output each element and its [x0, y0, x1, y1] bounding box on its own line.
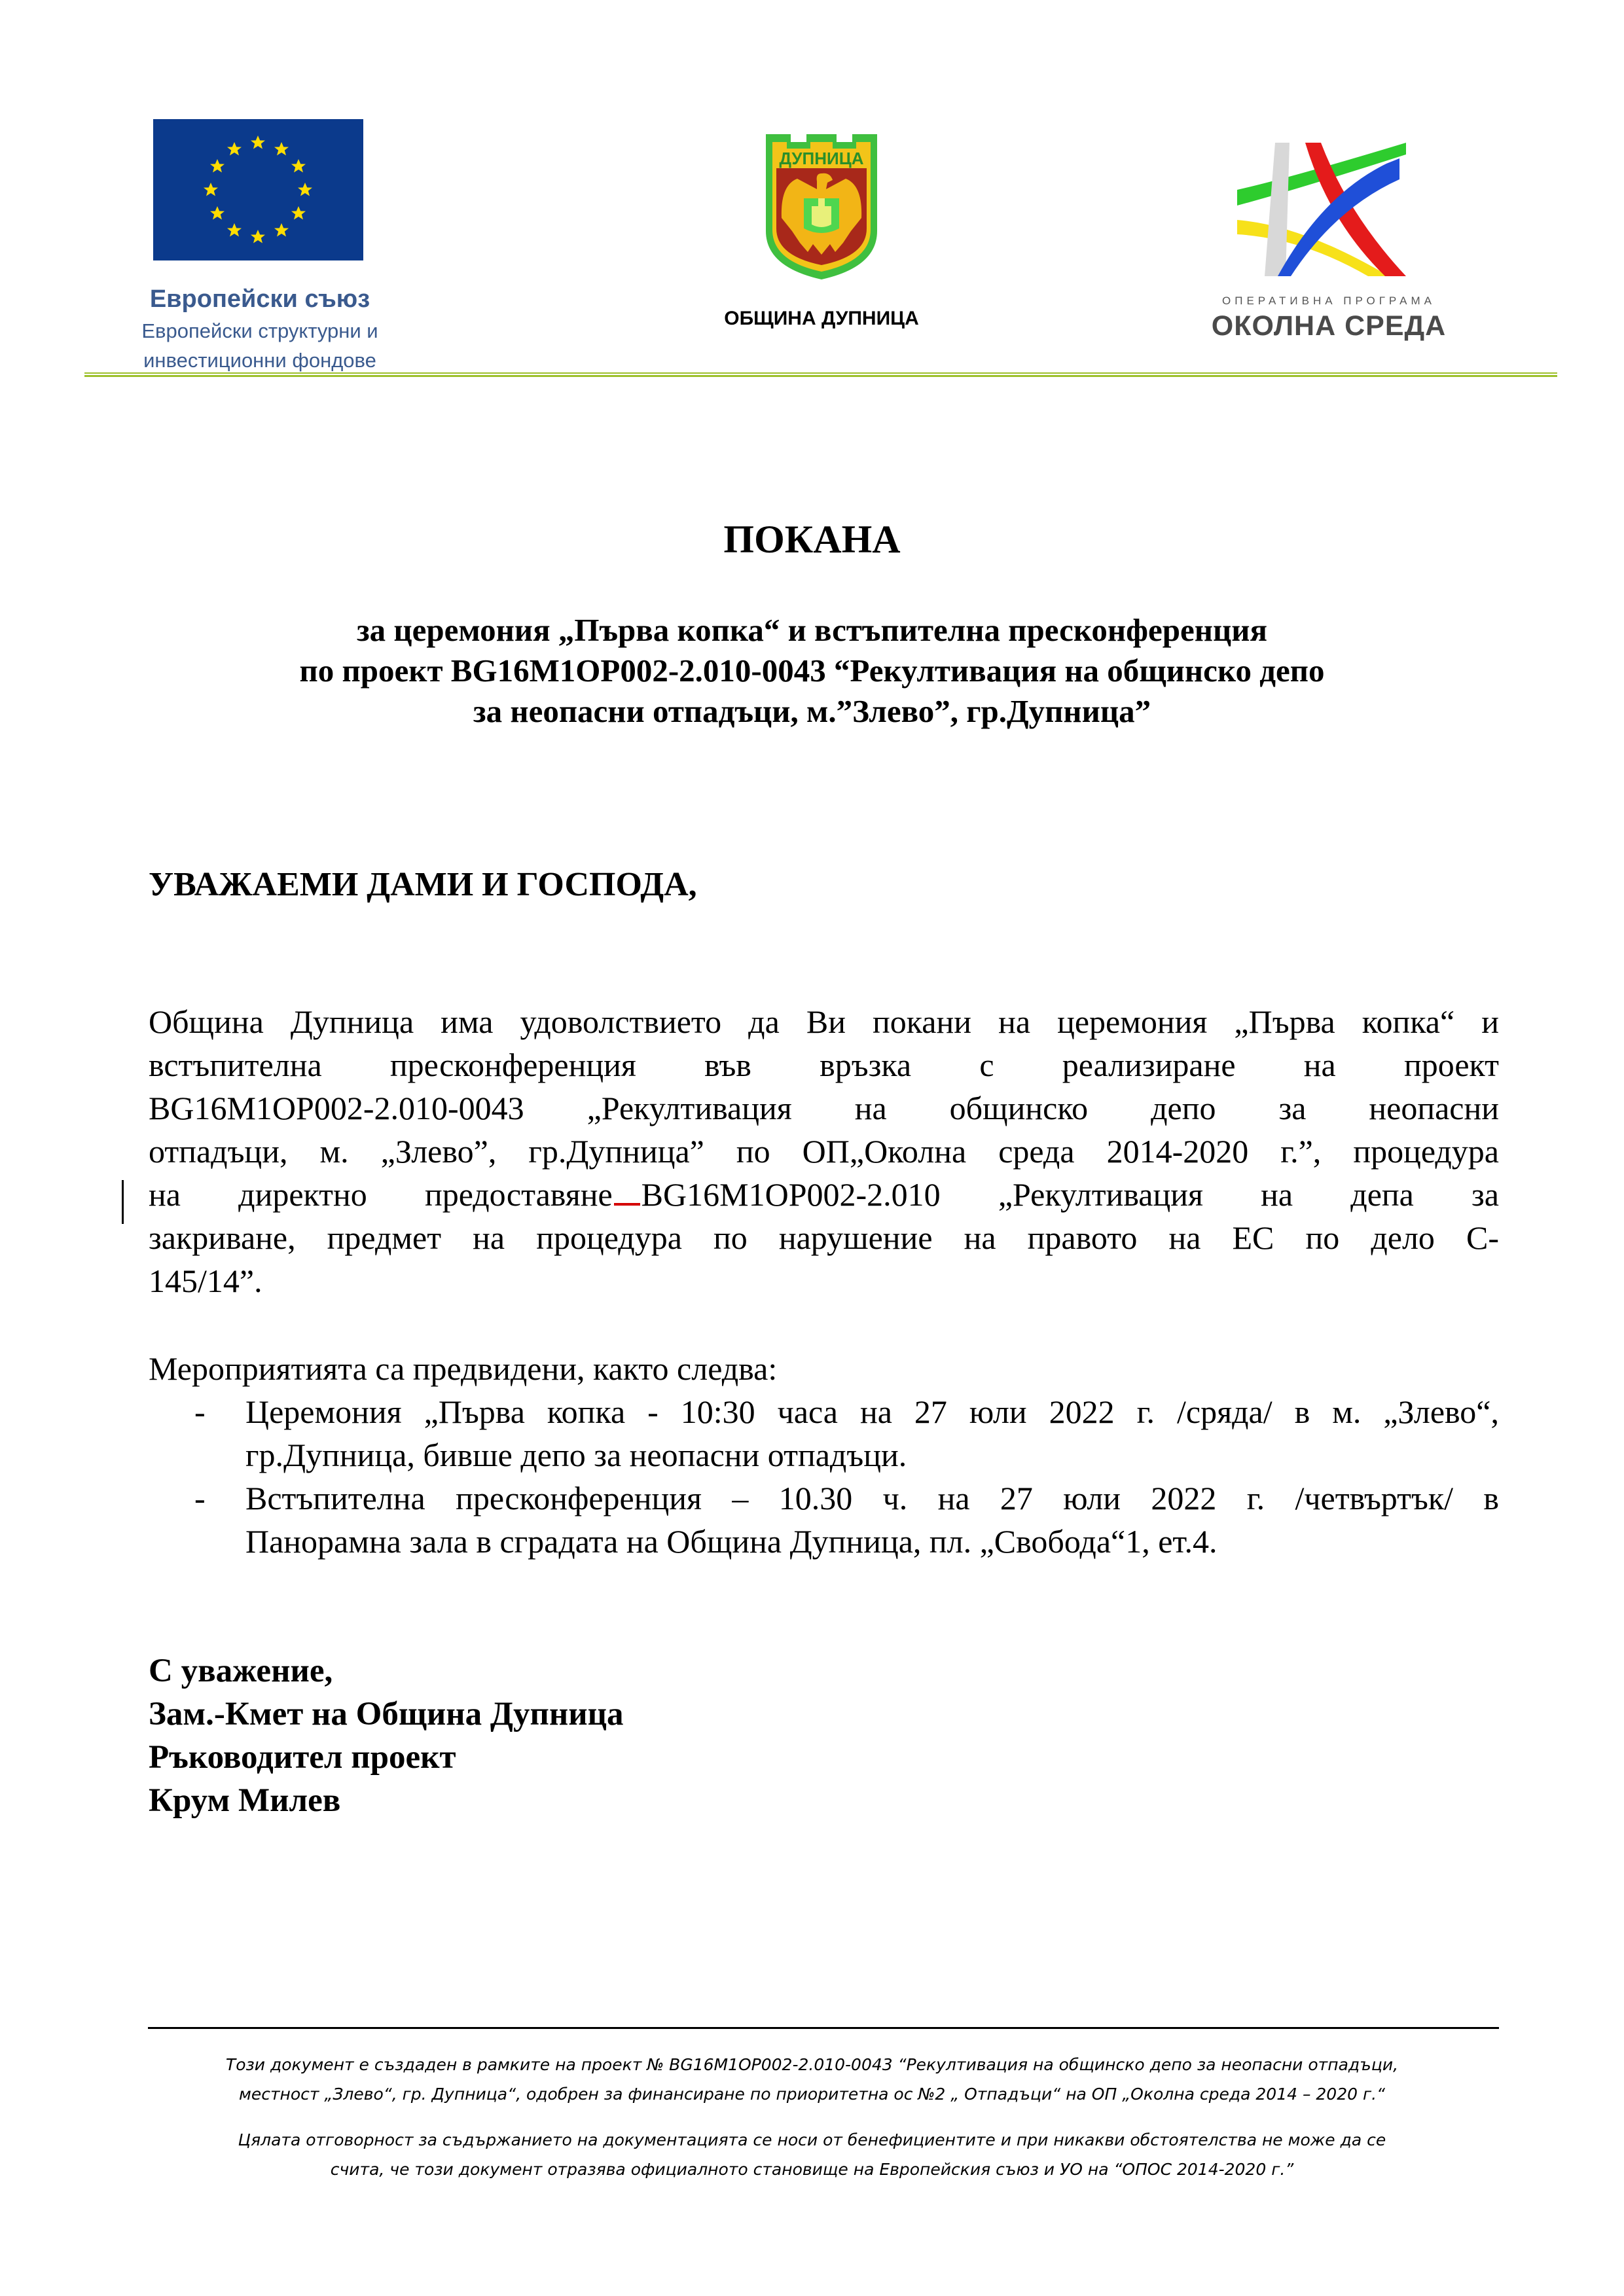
list-bullet: - — [194, 1393, 206, 1430]
municipality-name: ОБЩИНА ДУПНИЦА — [724, 308, 919, 329]
eu-title: Европейски съюз — [149, 285, 370, 313]
op-program-label: ОПЕРАТИВНА ПРОГРАМА — [1222, 295, 1435, 307]
op-program-name: ОКОЛНА СРЕДА — [1211, 310, 1447, 342]
paragraph-line: встъпителна пресконференция във връзка с реализиране на проект — [149, 1047, 1499, 1083]
signature-position: Зам.-Кмет на Община Дупница — [149, 1696, 624, 1732]
svg-text:ДУПНИЦА: ДУПНИЦА — [779, 149, 864, 168]
red-underline-mark — [614, 1177, 640, 1206]
subtitle-line-1: за церемония „Първа копка“ и встъпителна пресконференция — [356, 612, 1268, 648]
footer-line-2: местност „Злево“, гр. Дупница“, одобрен за финансиране по приоритетна ос №2 „ Отпадъци“ на ОП „Околна среда 2014 – 2020 г.“ — [238, 2085, 1386, 2104]
event-line: Встъпителна пресконференция – 10.30 ч. на 27 юли 2022 г. /четвъртък/ в — [245, 1480, 1499, 1516]
signature-closing: С уважение, — [149, 1653, 333, 1689]
paragraph-line: 145/14”. — [149, 1263, 262, 1299]
signature-block — [149, 1649, 624, 1822]
paragraph-line: BG16M1OP002-2.010-0043 „Рекултивация на общинско депо за неопасни — [149, 1090, 1499, 1126]
paragraph-line: отпадъци, м. „Злево”, гр.Дупница” по ОП„Околна среда 2014-2020 г.”, процедура — [149, 1133, 1499, 1170]
footer-line-4: счита, че този документ отразява официалното становище на Европейския съюз и УО на “ОПОС 2014-2020 г.” — [330, 2160, 1294, 2179]
event-line: Церемония „Първа копка - 10:30 часа на 27 юли 2022 г. /сряда/ в м. „Злево“, — [245, 1393, 1499, 1430]
eu-flag-icon — [153, 119, 363, 260]
event-line: Панорамна зала в сградата на Община Дупница, пл. „Свобода“1, ет.4. — [245, 1523, 1218, 1560]
paragraph-line: Община Дупница има удоволствието да Ви покани на церемония „Първа копка“ и — [149, 1003, 1499, 1040]
header-divider — [84, 372, 1557, 377]
events-intro: Мероприятията са предвидени, както следва: — [149, 1350, 778, 1387]
op-environment-logo-icon — [1237, 143, 1406, 276]
event-line: гр.Дупница, бивше депо за неопасни отпадъци. — [245, 1437, 907, 1473]
paragraph-line-with-mark — [149, 1173, 1499, 1216]
paragraph-line: закриване, предмет на процедура по нарушение на правото на ЕС по дело С- — [149, 1219, 1499, 1256]
coat-of-arms-icon — [765, 133, 878, 280]
footer-line-3: Цялата отговорност за съдържанието на документацията се носи от бенефициентите и при никакви обстоятелства не може да се — [238, 2130, 1386, 2149]
footer-line-1: Този документ е създаден в рамките на проект № BG16M1OP002-2.010-0043 “Рекултивация на общинско депо за неопасни отпадъци, — [225, 2055, 1399, 2074]
subtitle-line-3: за неопасни отпадъци, м.”Злево”, гр.Дупница” — [473, 693, 1151, 729]
signature-name: Крум Милев — [149, 1782, 341, 1819]
subtitle-line-2: по проект BG16M1OP002-2.010-0043 “Рекултивация на общинско депо — [299, 653, 1325, 689]
page-title: ПОКАНА — [723, 518, 901, 561]
list-bullet: - — [194, 1480, 206, 1516]
eu-subtitle-line-1: Европейски структурни и — [141, 319, 378, 342]
paragraph-line-part: на директно предоставяне — [149, 1176, 613, 1213]
eu-subtitle-line-2: инвестиционни фондове — [143, 349, 376, 372]
change-bar-marker — [122, 1180, 124, 1224]
paragraph-line-part: BG16M1OP002-2.010 „Рекултивация на депа за — [641, 1176, 1499, 1213]
footer-divider — [148, 2027, 1499, 2029]
signature-role: Ръководител проект — [149, 1739, 456, 1776]
salutation: УВАЖАЕМИ ДАМИ И ГОСПОДА, — [149, 866, 697, 903]
invitation-paragraph — [149, 1000, 1499, 1302]
